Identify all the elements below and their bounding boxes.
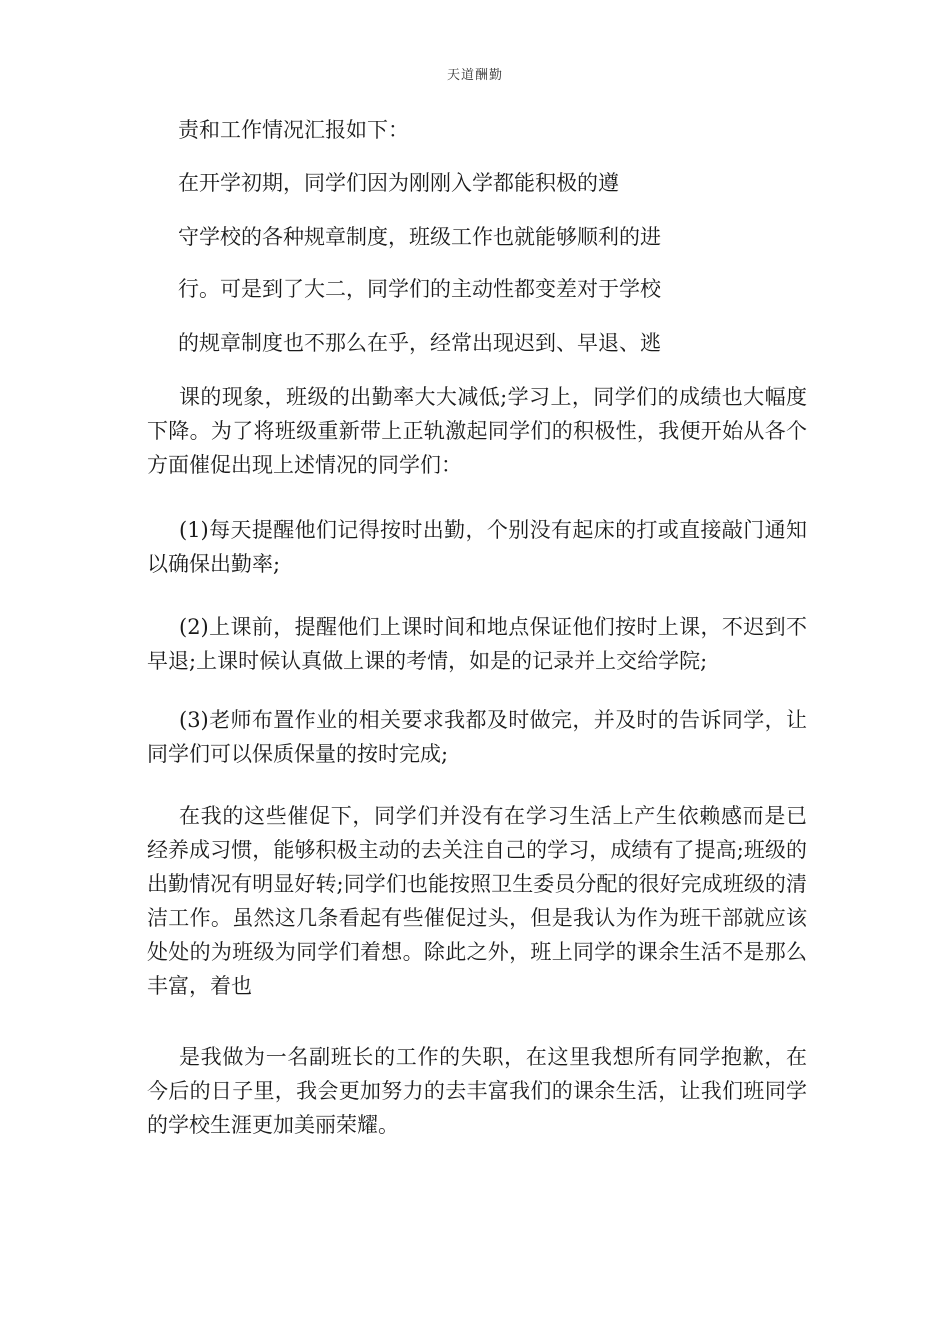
body-line-4: 行。可是到了大二，同学们的主动性都变差对于学校 — [178, 277, 661, 301]
paragraph-2: 在我的这些催促下，同学们并没有在学习生活上产生依赖感而是已经养成习惯，能够积极主动的去关注自己的学习，成绩有了提高;班级的出勤情况有明显好转;同学们也能按照卫生委员分配的很好完成班级的清洁工作。虽然这几条看起有些催促过头，但是我认为作为班干部就应该处处的为班级为同学们着想。除此之外，班上同学的课余生活不是那么丰富，着也 — [147, 804, 807, 998]
paragraph-list-item-2: (2)上课前，提醒他们上课时间和地点保证他们按时上课，不迟到不早退;上课时候认真做上课的考情，如是的记录并上交给学院; — [147, 615, 807, 673]
paragraph-1: 课的现象，班级的出勤率大大减低;学习上，同学们的成绩也大幅度下降。为了将班级重新带上正轨激起同学们的积极性，我便开始从各个方面催促出现上述情况的同学们： — [147, 385, 807, 477]
page-header: 天道酬勤 — [446, 68, 503, 83]
body-line-5: 的规章制度也不那么在乎，经常出现迟到、早退、逃 — [178, 331, 661, 355]
body-line-2: 在开学初期，同学们因为刚刚入学都能积极的遵 — [178, 171, 619, 195]
body-line-1: 责和工作情况汇报如下： — [178, 118, 409, 142]
paragraph-list-item-1: (1)每天提醒他们记得按时出勤，个别没有起床的打或直接敲门通知以确保出勤率; — [147, 518, 807, 576]
paragraph-3: 是我做为一名副班长的工作的失职，在这里我想所有同学抱歉，在今后的日子里，我会更加努力的去丰富我们的课余生活，让我们班同学的学校生涯更加美丽荣耀。 — [147, 1045, 807, 1137]
paragraph-list-item-3: (3)老师布置作业的相关要求我都及时做完，并及时的告诉同学，让同学们可以保质保量的按时完成; — [147, 708, 807, 766]
body-line-3: 守学校的各种规章制度，班级工作也就能够顺利的进 — [178, 225, 661, 249]
